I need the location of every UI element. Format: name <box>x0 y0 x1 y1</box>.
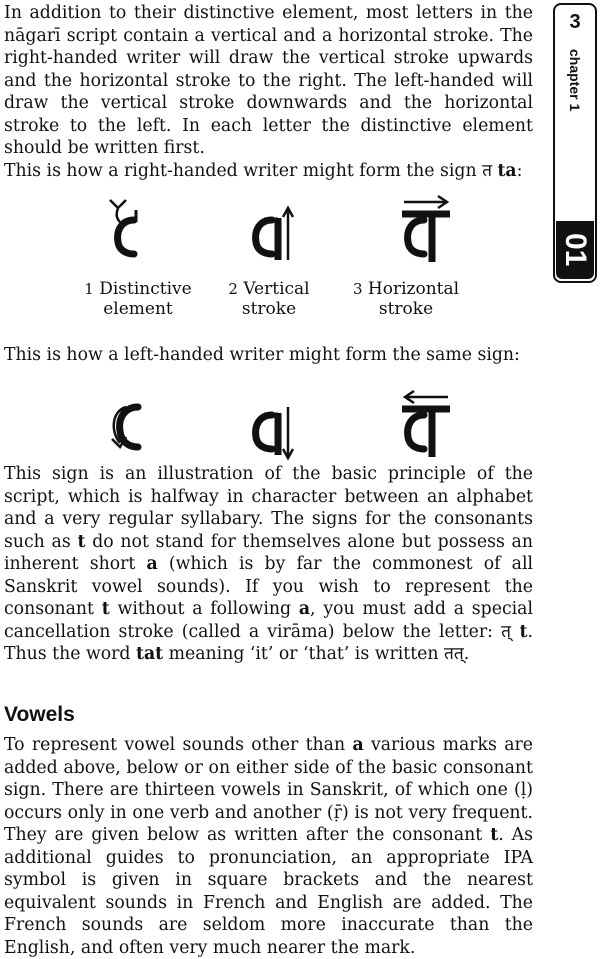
chapter-number-block <box>556 221 594 279</box>
chapter-label: chapter 1 <box>567 49 583 112</box>
left-handed-stroke-sequence <box>4 385 533 465</box>
paragraph-virama: This sign is an illustration of the basic principle of the script, which is halfway in character between an alphabet and a very regular syllabary. The signs for the consonants such as t do not stand for themselves alone but possess an inherent short a (which is by far the commonest of all Sanskrit vowel sounds). If you wish to represent the consonant t without a following a, you must add a special cancellation stroke (called a virāma) below the letter: त् t. Thus the word tat meaning ‘it’ or ‘that’ is written तत्. <box>4 464 534 664</box>
page-number: 3 <box>569 11 581 33</box>
paragraph-intro: In addition to their distinctive element, most letters in the nāgarī script contain a vertical and a horizontal stroke. The right-handed writer will draw the vertical stroke upwards and the horizontal stroke to the right. The left-handed will draw the vertical stroke downwards and the horizontal stroke to the left. In each letter the distinctive element should be written first. <box>4 3 533 158</box>
paragraph-left-handed: This is how a left-handed writer might form the same sign: <box>4 345 520 365</box>
sign-tat: तत् <box>444 644 464 664</box>
sign-ta: त <box>482 161 492 181</box>
paragraph-right-handed: This is how a right-handed writer might form the sign त ta: <box>4 161 523 181</box>
distinctive-element-glyph <box>96 190 156 270</box>
vertical-stroke-glyph <box>242 190 302 270</box>
caption-step-2: 2 Vertical stroke <box>228 279 310 319</box>
right-handed-stroke-sequence <box>4 190 533 270</box>
chapter-tab <box>553 3 597 283</box>
horizontal-stroke-glyph <box>396 190 456 270</box>
sign-t-virama: त् <box>501 621 511 642</box>
distinctive-element-glyph <box>96 385 156 465</box>
caption-step-3: 3 Horizontal stroke <box>352 279 460 319</box>
horizontal-stroke-glyph <box>396 385 456 465</box>
caption-step-1: 1 Distinctive element <box>84 279 192 319</box>
paragraph-vowels: To represent vowel sounds other than a various marks are added above, below or on either side of the basic consonant sign. There are thirteen vowels in Sanskrit, of which one (ḷ) occurs only in one verb and another (ṝ) is not very frequent. They are given below as written after the consonant t. As additional guides to pronunciation, an appropriate IPA symbol is given in square brackets and the nearest equivalent sounds in French and English are added. The French sounds are seldom more inaccurate than the English, and often very much nearer the mark. <box>4 735 533 958</box>
section-heading-vowels: Vowels <box>4 703 75 726</box>
chapter-number: 01 <box>559 233 592 267</box>
vertical-stroke-glyph <box>242 385 302 465</box>
